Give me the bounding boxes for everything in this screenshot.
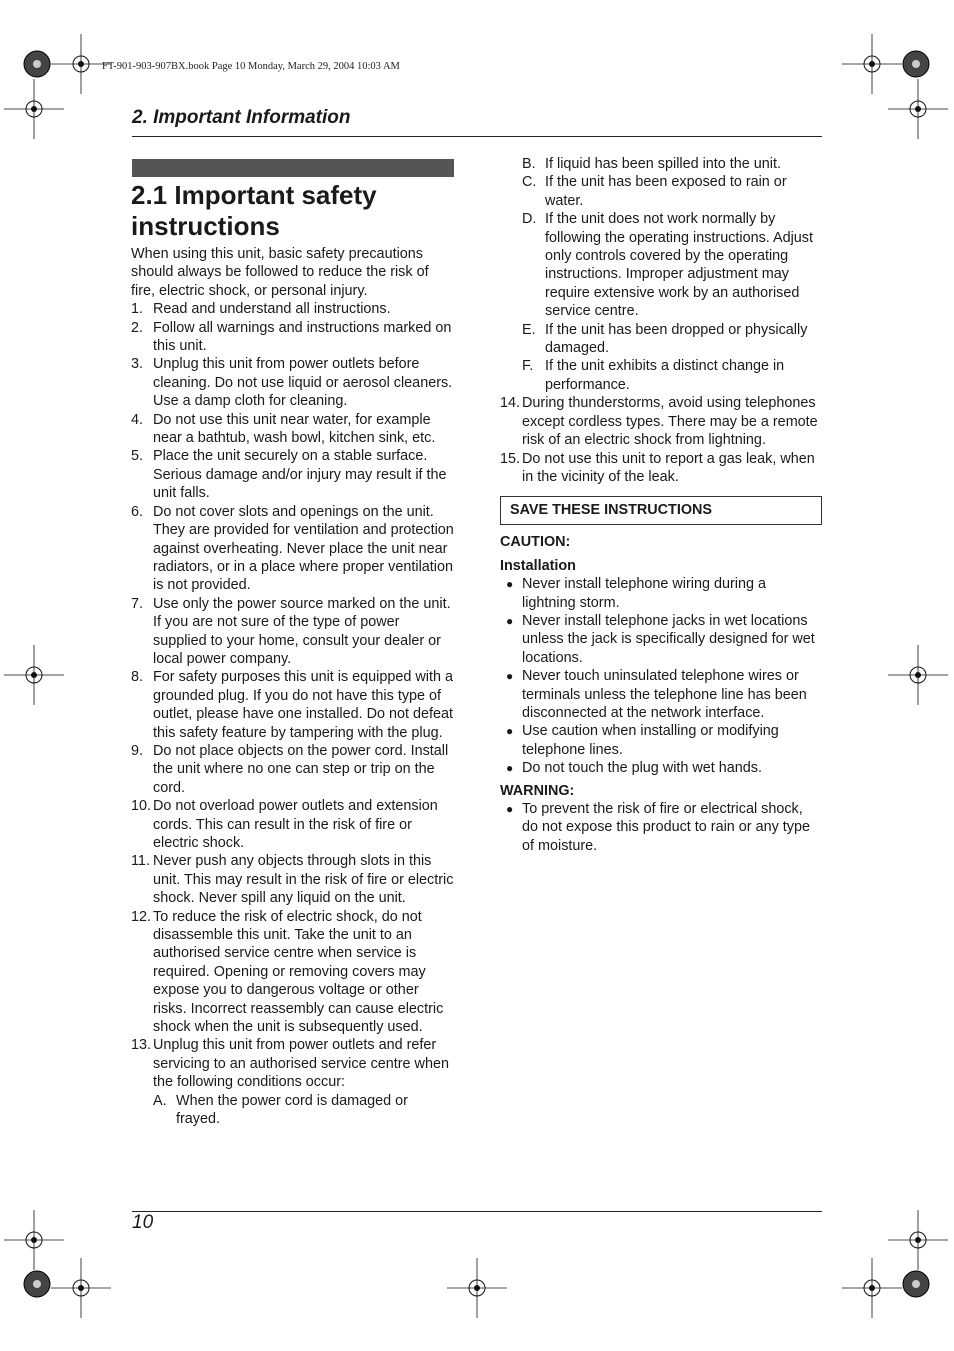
sub-list-item [522, 357, 822, 394]
crosshair-icon [842, 1258, 902, 1318]
item-number: 5. [131, 448, 144, 465]
sub-item-text: If liquid has been spilled into the unit. [545, 156, 782, 172]
item-number: 13. [131, 1037, 152, 1054]
title-bar [132, 159, 454, 177]
item-text: During thunderstorms, avoid using telephones except cordless types. There may be a remote risk of an electric shock from lightning. [522, 395, 818, 449]
intro-text: When using this unit, basic safety precautions should always be followed to reduce the risk of fire, electric shock, or personal injury. [131, 246, 429, 299]
bullet-icon: ● [506, 577, 514, 592]
item-number: 3. [131, 356, 144, 373]
bullet-text: Do not touch the plug with wet hands. [522, 760, 762, 777]
item-text: Use only the power source marked on the unit. If you are not sure of the type of power supplied to your home, consult your dealer or local power company. [153, 595, 451, 667]
list-item [500, 394, 822, 449]
bullet-text: Never touch uninsulated telephone wires or terminals unless the telephone line has been disconnected at the network interface. [522, 668, 807, 721]
rosette-icon [24, 1271, 50, 1297]
item-text: Do not use this unit to report a gas leak, when in the vicinity of the leak. [522, 450, 815, 485]
item-number: 11. [131, 853, 150, 870]
item-text: Unplug this unit from power outlets before cleaning. Do not use liquid or aerosol cleaners. Use a damp cloth for cleaning. [153, 356, 453, 410]
right-column [500, 155, 822, 855]
item-text: Do not place objects on the power cord. Install the unit where no one can step or trip on the cord. [153, 742, 449, 796]
list-item [131, 797, 455, 852]
list-item [131, 668, 455, 742]
list-item [131, 503, 455, 595]
item-text: Unplug this unit from power outlets and refer servicing to an authorised service centre when the following conditions occur: [153, 1037, 449, 1091]
list-item [131, 908, 455, 1037]
item-number: 14. [500, 395, 521, 412]
list-item [131, 447, 455, 502]
page-title: 2.1 Important safety instructions [131, 180, 377, 241]
list-item [131, 742, 455, 797]
rosette-icon [903, 1271, 929, 1297]
printer-line: FT-901-903-907BX.book Page 10 Monday, March 29, 2004 10:03 AM [102, 61, 400, 72]
item-number: 15. [500, 450, 521, 467]
bullet-icon: ● [506, 802, 514, 816]
list-item [131, 319, 455, 356]
bullet-item [500, 800, 822, 855]
rosette-icon [24, 51, 50, 77]
bullet-item [500, 612, 822, 667]
list-item [131, 595, 455, 669]
safety-list [131, 300, 455, 1128]
item-text: Read and understand all instructions. [153, 301, 391, 318]
rosette-icon [903, 51, 929, 77]
crosshair-icon [888, 79, 948, 139]
item-number: 12. [131, 908, 152, 925]
crosshair-icon [4, 645, 64, 705]
sub-list-item [522, 210, 822, 320]
bullet-item [500, 722, 822, 759]
sub-item-letter: B. [522, 156, 536, 172]
sub-list-item [153, 1092, 455, 1129]
crosshair-icon [4, 1210, 64, 1270]
sub-item-text: If the unit has been dropped or physically damaged. [545, 321, 808, 357]
bullet-icon: ● [506, 724, 514, 739]
bullet-item [500, 575, 822, 612]
save-instructions-box: SAVE THESE INSTRUCTIONS [500, 496, 822, 525]
crosshair-icon [888, 645, 948, 705]
header-rule [132, 136, 822, 137]
sub-item-text: If the unit has been exposed to rain or water. [545, 174, 787, 209]
sub-item-letter: D. [522, 211, 537, 228]
sub-item-letter: F. [522, 358, 534, 375]
item-text: Do not overload power outlets and extension cords. This can result in the risk of fire or electric shock. [153, 798, 438, 851]
section-header: 2. Important Information [132, 107, 351, 128]
crosshair-icon [888, 1210, 948, 1270]
item-text: Follow all warnings and instructions marked on this unit. [153, 319, 452, 355]
sub-list [153, 1092, 455, 1129]
caution-bullets [500, 575, 822, 777]
bullet-icon: ● [506, 669, 514, 684]
left-column [131, 245, 455, 1129]
item-text: Never push any objects through slots in this unit. This may result in the risk of fire or electric shock. Never spill any liquid on the unit. [153, 853, 454, 907]
item-number: 2. [131, 319, 144, 336]
list-item [131, 300, 455, 318]
sub-item-text: If the unit does not work normally by following the operating instructions. Adjust only controls covered by the operating instructions. Improper adjustment may require extensive work by an authorised service centre. [545, 211, 813, 320]
list-item [131, 411, 455, 448]
item-number: 8. [131, 669, 144, 686]
list-item [131, 355, 455, 410]
item-number: 6. [131, 503, 144, 520]
bullet-item [500, 759, 822, 777]
safety-list-continued [500, 394, 822, 486]
item-number: 7. [131, 595, 144, 612]
list-item [131, 852, 455, 907]
list-item [500, 450, 822, 487]
crosshair-icon [447, 1258, 507, 1318]
footer-rule [132, 1211, 822, 1212]
crosshair-icon [51, 1258, 111, 1318]
warning-label: WARNING: [500, 782, 575, 799]
installation-subhead: Installation [500, 557, 576, 574]
bullet-icon: ● [506, 761, 514, 776]
item-text: Place the unit securely on a stable surface. Serious damage and/or injury may result if the unit falls. [153, 448, 447, 502]
bullet-item [500, 667, 822, 722]
warning-bullets [500, 800, 822, 855]
sub-item-text: If the unit exhibits a distinct change in performance. [545, 358, 785, 393]
item-number: 1. [131, 301, 144, 318]
sub-item-letter: C. [522, 174, 537, 191]
bullet-icon: ● [506, 613, 514, 628]
bullet-text: To prevent the risk of fire or electrical shock, do not expose this product to rain or any type of moisture. [522, 801, 810, 854]
sub-list-item [522, 321, 822, 358]
item-number: 10. [131, 798, 152, 815]
sub-item-letter: A. [153, 1092, 167, 1109]
item-text: Do not use this unit near water, for example near a bathtub, wash bowl, kitchen sink, etc. [153, 411, 436, 447]
crosshair-icon [842, 34, 902, 94]
sub-list-continued [500, 155, 822, 394]
sub-list-item [522, 155, 822, 173]
page-number: 10 [132, 1212, 154, 1233]
crosshair-icon [4, 79, 64, 139]
item-number: 4. [131, 411, 144, 428]
item-text: Do not cover slots and openings on the unit. They are provided for ventilation and protection against overheating. Never place the unit near radiators, or in a place where proper ventilation is not provided. [153, 503, 454, 594]
item-text: For safety purposes this unit is equipped with a grounded plug. If you do not have this type of outlet, please have one installed. Do not defeat this safety feature by tampering with the plug. [153, 669, 454, 741]
bullet-text: Never install telephone jacks in wet locations unless the jack is specifically designed for wet locations. [522, 612, 815, 666]
item-number: 9. [131, 742, 144, 759]
sub-list-item [522, 173, 822, 210]
bullet-text: Use caution when installing or modifying telephone lines. [522, 723, 779, 758]
item-text: To reduce the risk of electric shock, do not disassemble this unit. Take the unit to an authorised service centre when service is required. Opening or removing covers may expose you to dangerous voltage or other risks. Incorrect reassembly can cause electric shock when the unit is subsequently used. [153, 908, 444, 1036]
sub-item-letter: E. [522, 321, 536, 338]
list-item [131, 1036, 455, 1128]
sub-item-text: When the power cord is damaged or frayed. [176, 1092, 408, 1128]
bullet-text: Never install telephone wiring during a lightning storm. [522, 576, 766, 611]
caution-label: CAUTION: [500, 534, 571, 551]
